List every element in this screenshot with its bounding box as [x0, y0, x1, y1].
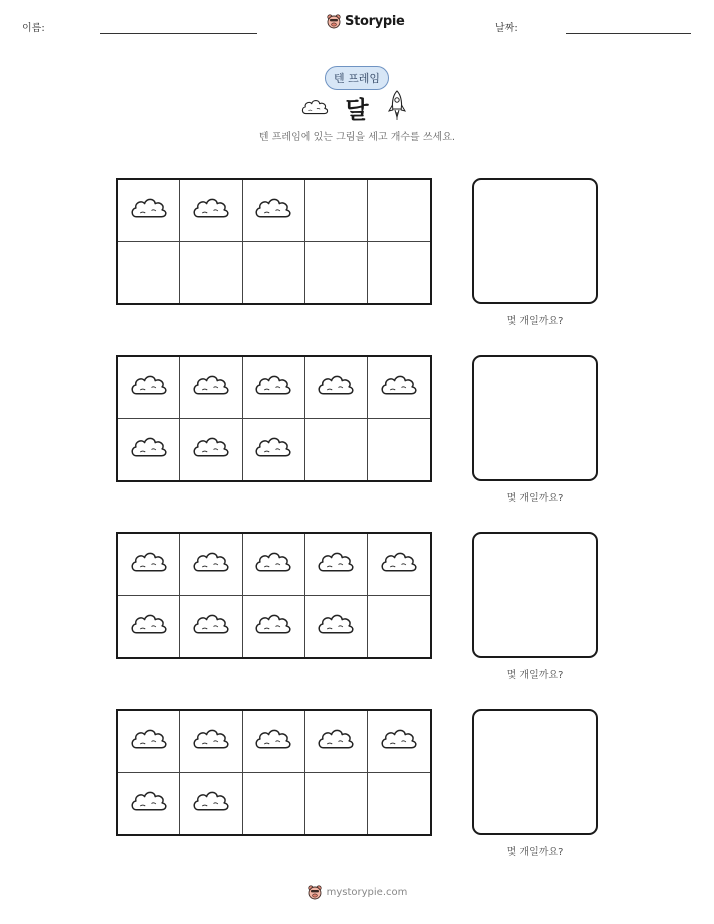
cloud-icon — [253, 371, 293, 403]
cloud-icon — [316, 548, 356, 580]
ten-frame — [116, 709, 432, 836]
cloud-icon — [300, 96, 330, 118]
cloud-icon — [253, 433, 293, 465]
cloud-icon — [316, 371, 356, 403]
footer — [0, 884, 714, 900]
ten-frame-cell — [243, 357, 305, 419]
brand-logo — [326, 13, 405, 29]
ten-frame-cell — [305, 711, 367, 773]
pig-mascot-icon — [307, 884, 323, 900]
cloud-icon — [191, 787, 231, 819]
cloud-icon — [191, 433, 231, 465]
ten-frame-cell — [243, 242, 305, 304]
cloud-icon — [129, 433, 169, 465]
ten-frame-cell — [305, 242, 367, 304]
date-line[interactable] — [566, 33, 691, 34]
count-question: 몇 개일까요? — [506, 847, 564, 858]
ten-frame-cell — [368, 534, 430, 596]
ten-frame — [116, 178, 432, 305]
ten-frame-cell — [368, 596, 430, 658]
ten-frame-cell — [368, 773, 430, 835]
ten-frame-cell — [118, 596, 180, 658]
ten-frame-cell — [305, 534, 367, 596]
ten-frame-cell — [368, 357, 430, 419]
ten-frame-cell — [243, 711, 305, 773]
brand-name: Storypie — [345, 13, 405, 29]
count-question: 몇 개일까요? — [506, 316, 564, 327]
ten-frame-cell — [180, 711, 242, 773]
ten-frame-cell — [368, 419, 430, 481]
cloud-icon — [253, 610, 293, 642]
ten-frame-cell — [118, 773, 180, 835]
ten-frame-cell — [118, 419, 180, 481]
answer-box[interactable] — [472, 178, 598, 304]
ten-frame-cell — [118, 711, 180, 773]
ten-frame-cell — [118, 180, 180, 242]
ten-frame — [116, 532, 432, 659]
answer-box[interactable] — [472, 709, 598, 835]
cloud-icon — [129, 194, 169, 226]
cloud-icon — [253, 725, 293, 757]
cloud-icon — [379, 548, 419, 580]
date-label: 날짜: — [495, 23, 518, 34]
ten-frame-cell — [243, 419, 305, 481]
cloud-icon — [129, 610, 169, 642]
ten-frame — [116, 355, 432, 482]
cloud-icon — [129, 787, 169, 819]
cloud-icon — [253, 194, 293, 226]
pig-mascot-icon — [326, 13, 342, 29]
ten-frame-cell — [118, 242, 180, 304]
ten-frame-cell — [180, 534, 242, 596]
ten-frame-cell — [243, 534, 305, 596]
cloud-icon — [191, 725, 231, 757]
cloud-icon — [191, 371, 231, 403]
ten-frame-cell — [180, 596, 242, 658]
ten-frame-cell — [118, 357, 180, 419]
cloud-icon — [129, 548, 169, 580]
ten-frame-cell — [305, 419, 367, 481]
ten-frame-cell — [180, 180, 242, 242]
ten-frame-cell — [368, 180, 430, 242]
rocket-icon — [387, 90, 407, 122]
count-question: 몇 개일까요? — [506, 493, 564, 504]
ten-frame-cell — [180, 419, 242, 481]
answer-box[interactable] — [472, 532, 598, 658]
ten-frame-cell — [243, 180, 305, 242]
answer-box[interactable] — [472, 355, 598, 481]
cloud-icon — [253, 548, 293, 580]
count-question: 몇 개일까요? — [506, 670, 564, 681]
ten-frame-cell — [305, 180, 367, 242]
ten-frame-cell — [243, 596, 305, 658]
cloud-icon — [191, 548, 231, 580]
cloud-icon — [316, 725, 356, 757]
ten-frame-cell — [368, 242, 430, 304]
name-label: 이름: — [22, 23, 45, 34]
ten-frame-cell — [180, 773, 242, 835]
title-row — [0, 90, 714, 124]
cloud-icon — [129, 371, 169, 403]
name-line[interactable] — [100, 33, 257, 34]
ten-frame-cell — [118, 534, 180, 596]
ten-frame-cell — [368, 711, 430, 773]
cloud-icon — [191, 194, 231, 226]
ten-frame-cell — [243, 773, 305, 835]
ten-frame-cell — [180, 242, 242, 304]
ten-frame-cell — [305, 773, 367, 835]
cloud-icon — [379, 725, 419, 757]
cloud-icon — [379, 371, 419, 403]
instruction-text: 텐 프레임에 있는 그림을 세고 개수를 쓰세요. — [258, 132, 456, 143]
topic-badge: 텐 프레임 — [325, 66, 389, 90]
ten-frame-cell — [180, 357, 242, 419]
cloud-icon — [316, 610, 356, 642]
cloud-icon — [191, 610, 231, 642]
ten-frame-cell — [305, 596, 367, 658]
page-title: 달 — [345, 96, 369, 124]
footer-site: mystorypie.com — [326, 886, 408, 898]
cloud-icon — [129, 725, 169, 757]
ten-frame-cell — [305, 357, 367, 419]
